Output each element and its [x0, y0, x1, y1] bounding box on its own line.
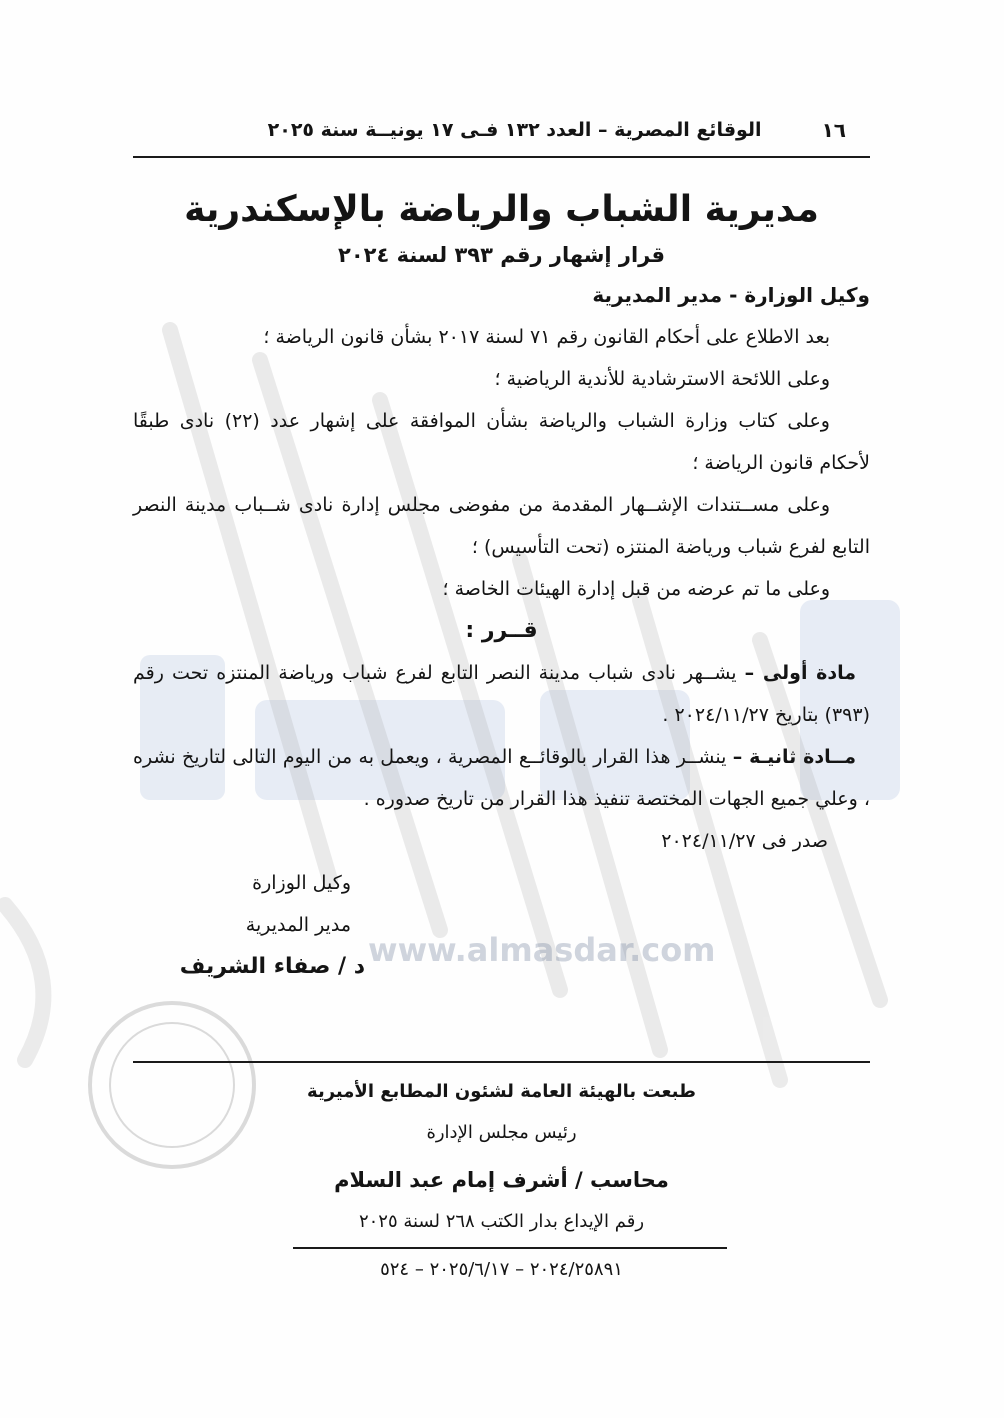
printer-credit: طبعت بالهيئة العامة لشئون المطابع الأميرية	[307, 1081, 696, 1102]
signatory-name: د / صفاء الشريف	[179, 954, 365, 979]
footer-rule	[133, 1061, 870, 1063]
print-code: ٢٠٢٤/٢٥٨٩١ – ٢٠٢٥/٦/١٧ – ٥٢٤	[380, 1259, 623, 1280]
article-1-text: يشــهر نادى شباب مدينة النصر التابع لفرع شباب ورياضة المنتزه تحت رقم (٣٩٣) بتاريخ ٢٠٢٤/١١/٢٧ .	[133, 662, 870, 726]
signatory-role: مدير المديرية	[245, 914, 351, 936]
issuer-title: مديرية الشباب والرياضة بالإسكندرية	[184, 189, 819, 230]
preamble-paragraph: وعلى كتاب وزارة الشباب والرياضة بشأن الموافقة على إشهار عدد (٢٢) نادى طبقًا لأحكام قانون الرياضة ؛	[133, 410, 870, 474]
article-2	[133, 736, 870, 820]
article-2-label: مــادة ثانيـة –	[732, 746, 856, 768]
decree-body	[133, 274, 870, 988]
chair-name: محاسب / أشرف إمام عبد السلام	[334, 1168, 669, 1192]
watermark-url: www.almasdar.com	[368, 931, 716, 969]
page-number: ١٦	[821, 118, 846, 142]
preamble-paragraph: بعد الاطلاع على أحكام القانون رقم ٧١ لسنة ٢٠١٧ بشأن قانون الرياضة ؛	[263, 326, 830, 348]
article-2-text: ينشــر هذا القرار بالوقائــع المصرية ، ويعمل به من اليوم التالى لتاريخ نشره ، وعلي جميع الجهات المختصة تنفيذ هذا القرار من تاريخ صدوره .	[133, 746, 870, 810]
print-code-rule	[293, 1247, 727, 1249]
decided-heading: قــرر :	[465, 618, 538, 643]
issue-date: صدر فى ٢٠٢٤/١١/٢٧	[661, 830, 828, 852]
preamble-paragraph: وعلى مســتندات الإشــهار المقدمة من مفوضى مجلس إدارة نادى شــباب مدينة النصر التابع لفرع شباب ورياضة المنتزه (تحت التأسيس) ؛	[133, 494, 870, 558]
signatory-title: وكيل الوزارة	[252, 872, 351, 894]
article-1-label: مادة أولى –	[744, 662, 857, 684]
issuing-authority: وكيل الوزارة - مدير المديرية	[592, 283, 870, 307]
running-header	[133, 112, 870, 148]
signature-block	[165, 862, 365, 988]
preamble-paragraph: وعلى ما تم عرضه من قبل إدارة الهيئات الخاصة ؛	[442, 578, 830, 600]
header-rule	[133, 156, 870, 158]
deposit-number: رقم الإيداع بدار الكتب ٢٦٨ لسنة ٢٠٢٥	[358, 1211, 645, 1232]
watermark-arc	[5, 905, 43, 1060]
chair-title: رئيس مجلس الإدارة	[426, 1122, 577, 1143]
running-title: الوقائع المصرية – العدد ١٣٢ فـى ١٧ يونيــة سنة ٢٠٢٥	[267, 119, 762, 141]
decree-title: قرار إشهار رقم ٣٩٣ لسنة ٢٠٢٤	[338, 243, 665, 267]
article-1	[133, 652, 870, 736]
preamble-paragraph: وعلى اللائحة الاسترشادية للأندية الرياضية ؛	[494, 368, 830, 390]
